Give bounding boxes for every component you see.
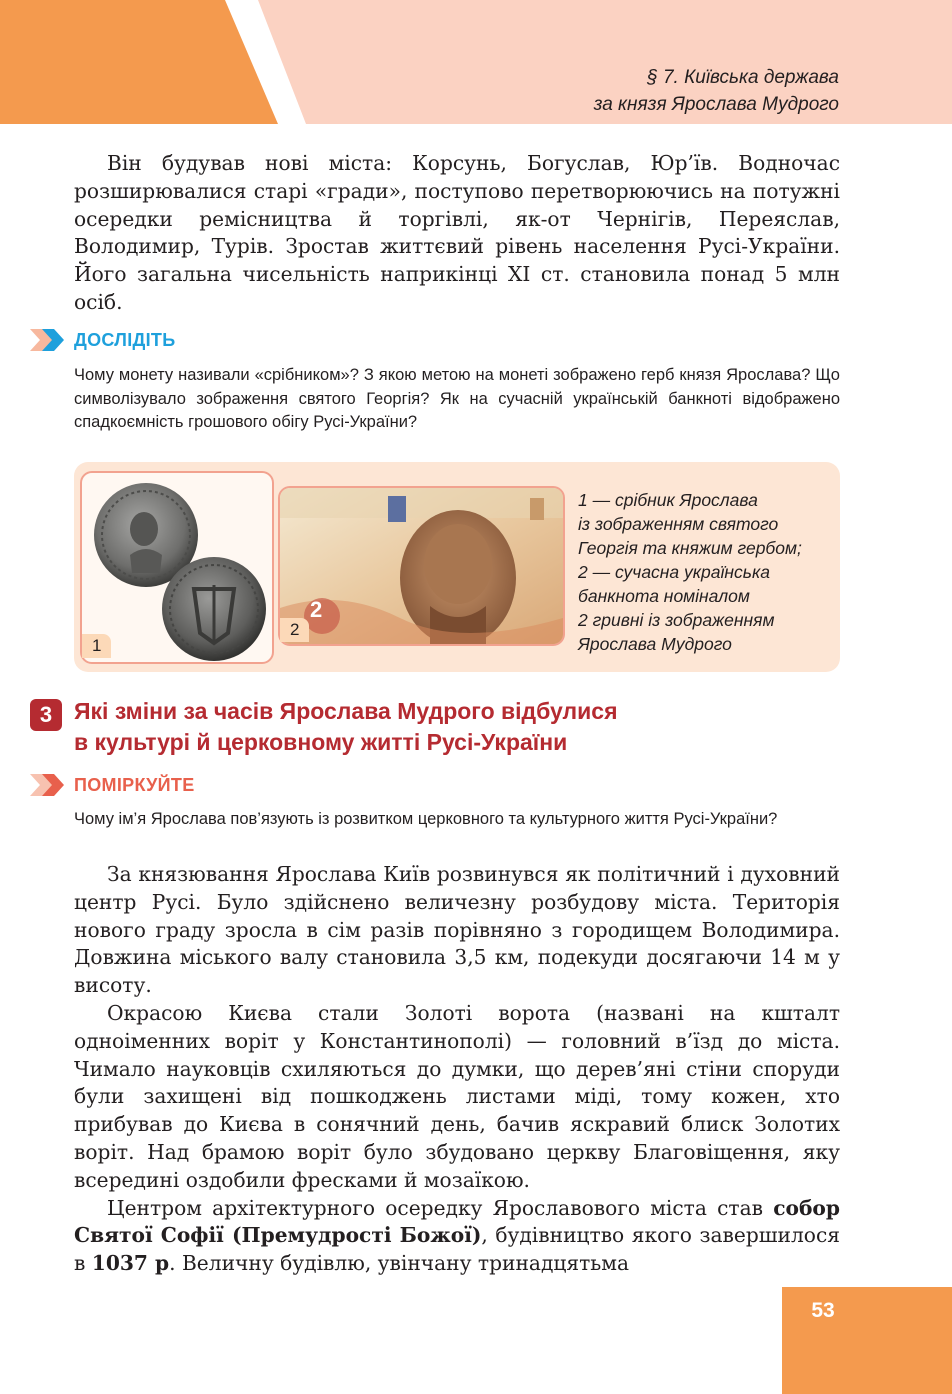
- intro-paragraph-block: [74, 150, 840, 317]
- caption-line: 1 — срібник Ярослава: [578, 490, 758, 510]
- question-explore: Чому монету називали «срібником»? З якою метою на монеті зображено герб князя Ярослава? Що символізувало зображення святого Георгія? Як на сучасній українській банкноті відображено спадкоємність грошового обігу Русі-України?: [74, 366, 840, 431]
- question-think: Чому ім’я Ярослава пов’язують із розвитком церковного та культурного життя Русі-України?: [74, 810, 778, 828]
- figure-number-1: 1: [82, 634, 111, 658]
- section-number-badge: 3: [30, 699, 62, 731]
- coin-image-frame: [80, 471, 274, 664]
- running-head: [594, 64, 839, 118]
- caption-line: банкнота номіналом: [578, 586, 750, 606]
- paragraph-sofia-text: . Величну будівлю, увінчану тринадцятьма: [169, 1251, 630, 1276]
- paragraph-sofia-text: , будівництво якого завершилося в: [74, 1223, 840, 1276]
- caption-line: із зображенням святого: [578, 514, 779, 534]
- intro-paragraph: Він будував нові міста: Корсунь, Богуслав, Юр’їв. Водночас розширювалися старі «гради», поступово перетворюючись на потужні осередки ремісництва й торгівлі, як-от Чернігів, Переяслав, Володимир, Турів. Зростав життєвий рівень населення Русі-України. Його загальна чисельність наприкінці ХІ ст. становила понад 5 млн осіб.: [74, 151, 840, 314]
- paragraph-sofia-bold-term: собор Святої Софії (Премудрості Божої): [74, 1195, 840, 1248]
- running-head-line2: за князя Ярослава Мудрого: [593, 94, 839, 115]
- page-number: 53: [811, 1299, 835, 1322]
- paragraph-sofia: [74, 1195, 840, 1278]
- figure-box: [74, 462, 840, 672]
- rubric-explore-label: ДОСЛІДІТЬ: [74, 329, 176, 350]
- rubric-think: [30, 774, 195, 796]
- section-title-line2: в культурі й церковному житті Русі-України: [74, 729, 568, 755]
- caption-line: Георгія та княжим гербом;: [578, 538, 802, 558]
- chevron-right-icon: [30, 774, 66, 796]
- banknote-illustration: [280, 488, 563, 644]
- paragraph-golden-gate: Окрасою Києва стали Золоті ворота (названі на кшталт одноіменних воріт у Константинополі) — головний в’їзд до міста. Чимало науковців схиляються до думки, що дерев’яні стіни споруди були захищені від пошкоджень листами міді, тому кожен, хто прибував до Києва в сонячний день, бачив яскравий блиск Золотих воріт. Над брамою воріт було збудовано церкву Благовіщення, яку всередині оздобили фресками й мозаїкою.: [74, 1000, 840, 1192]
- section-title-line1: Які зміни за часів Ярослава Мудрого відбулися: [74, 698, 618, 724]
- paragraph-sofia-bold-date: 1037 р: [91, 1251, 170, 1276]
- figure-caption: [578, 488, 840, 656]
- rubric-think-label: ПОМІРКУЙТЕ: [74, 774, 195, 795]
- caption-line: 2 — сучасна українська: [578, 562, 770, 582]
- section-title: [74, 696, 854, 758]
- running-head-line1: § 7. Київська держава: [647, 67, 839, 88]
- banknote-denomination: 2: [310, 597, 323, 622]
- chevron-right-icon: [30, 329, 66, 351]
- main-text-block: [74, 861, 840, 1278]
- figure-number-2: 2: [280, 618, 309, 642]
- page-number-box: [782, 1287, 952, 1394]
- header-orange-band: [0, 0, 300, 124]
- caption-line: Ярослава Мудрого: [578, 634, 732, 654]
- paragraph-kyiv-center: За князювання Ярослава Київ розвинувся як політичний і духовний центр Русі. Було здійснено величезну розбудову міста. Територія нового граду зросла в сім разів порівняно з городищем Володимира. Довжина міського валу становила 3,5 км, подекуди досягаючи 14 м у висоту.: [74, 862, 840, 998]
- paragraph-sofia-text: Центром архітектурного осередку Ярославового міста став: [107, 1195, 774, 1220]
- caption-line: 2 гривні із зображенням: [578, 610, 775, 630]
- silver-coin-illustration: [82, 473, 272, 662]
- rubric-explore: [30, 329, 175, 351]
